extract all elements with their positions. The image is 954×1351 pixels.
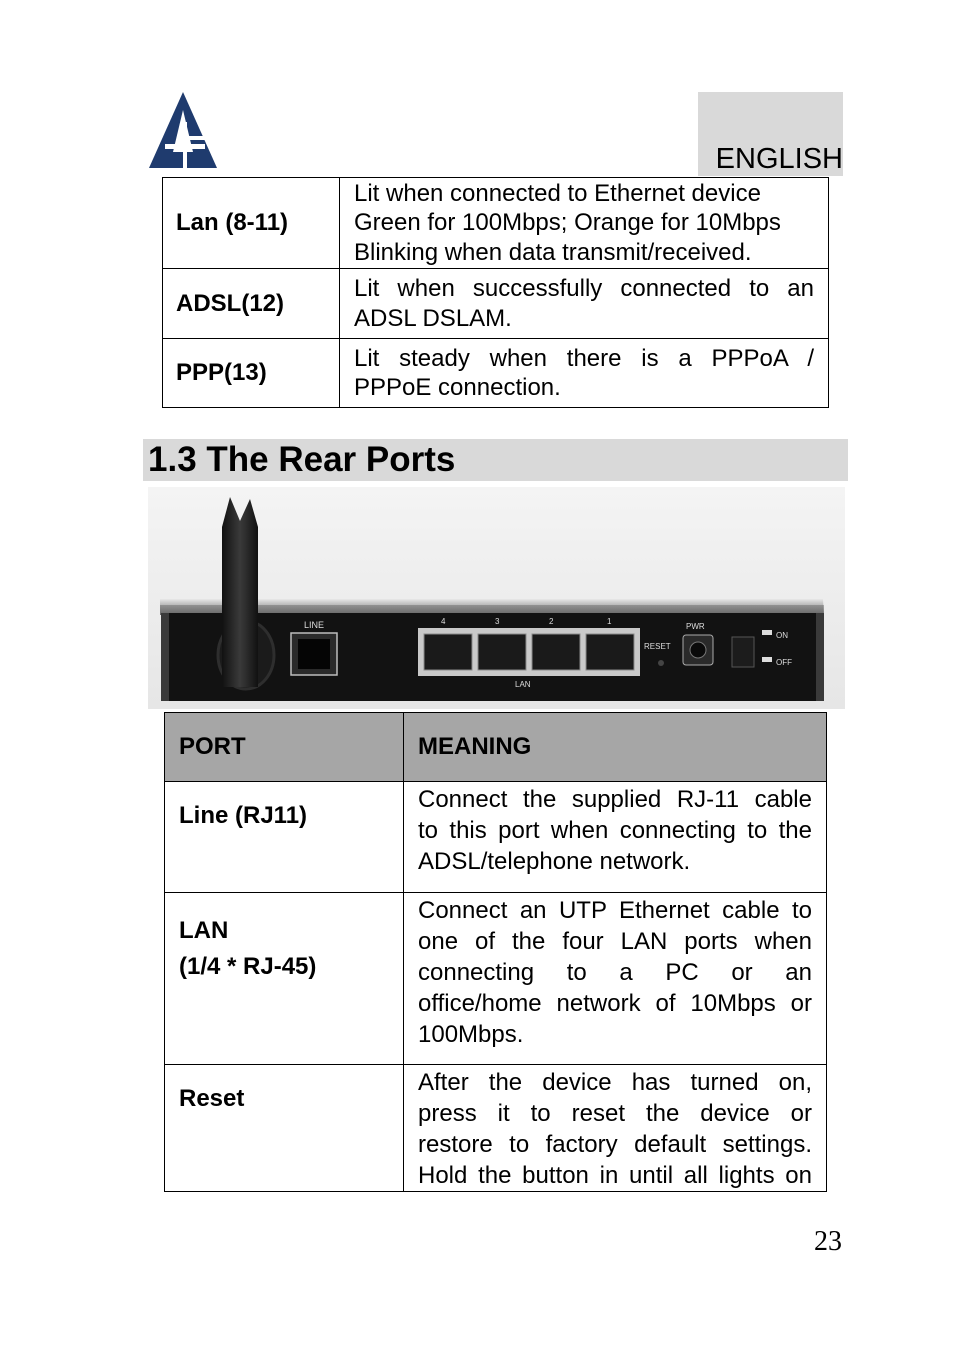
language-label: ENGLISH [715, 143, 843, 175]
line-port-label: LINE [304, 620, 325, 630]
led-description: Lit when connected to Ethernet device Green for 100Mbps; Orange for 10Mbps Blinking when data transmit/received. [340, 178, 829, 269]
table-row [165, 893, 827, 1065]
port-description: After the device has turned on, press it to reset the device or restore to factory default settings. Hold the button in until all lights on [404, 1065, 827, 1192]
table-row [163, 178, 829, 269]
led-label: ADSL(12) [163, 269, 340, 339]
pwr-label: PWR [686, 622, 705, 631]
table-header-row [165, 713, 827, 782]
lan-port-1-label: 1 [607, 617, 612, 626]
router-rear-panel-image [148, 487, 845, 709]
column-header-meaning: MEANING [404, 713, 827, 782]
port-description: Connect the supplied RJ-11 cable to this port when connecting to the ADSL/telephone network. [404, 782, 827, 893]
column-header-port: PORT [165, 713, 404, 782]
table-row [165, 782, 827, 893]
led-label: Lan (8-11) [163, 178, 340, 269]
led-description: Lit steady when there is a PPPoA / PPPoE connection. [340, 339, 829, 408]
led-description: Lit when successfully connected to an ADSL DSLAM. [340, 269, 829, 339]
section-header [143, 439, 848, 481]
port-label: Line (RJ11) [165, 782, 404, 893]
lan-port-3-label: 3 [495, 617, 500, 626]
port-description: Connect an UTP Ethernet cable to one of the four LAN ports when connecting to a PC or an office/home network of 10Mbps or 100Mbps. [404, 893, 827, 1065]
switch-on-label: ON [776, 631, 788, 640]
led-label: PPP(13) [163, 339, 340, 408]
page-number: 23 [814, 1226, 842, 1257]
port-label: Reset [165, 1065, 404, 1192]
section-title: 1.3 The Rear Ports [148, 440, 456, 479]
led-status-table [162, 177, 829, 408]
rear-ports-table [164, 712, 827, 1192]
lan-port-2-label: 2 [549, 617, 554, 626]
table-row [163, 269, 829, 339]
lan-port-4-label: 4 [441, 617, 446, 626]
lan-group-label: LAN [515, 680, 531, 689]
switch-off-label: OFF [776, 658, 792, 667]
language-tab [698, 92, 843, 176]
table-row [165, 1065, 827, 1192]
port-label: LAN (1/4 * RJ-45) [165, 893, 404, 1065]
atlantis-logo [147, 92, 219, 170]
reset-label: RESET [644, 642, 671, 651]
table-row [163, 339, 829, 408]
